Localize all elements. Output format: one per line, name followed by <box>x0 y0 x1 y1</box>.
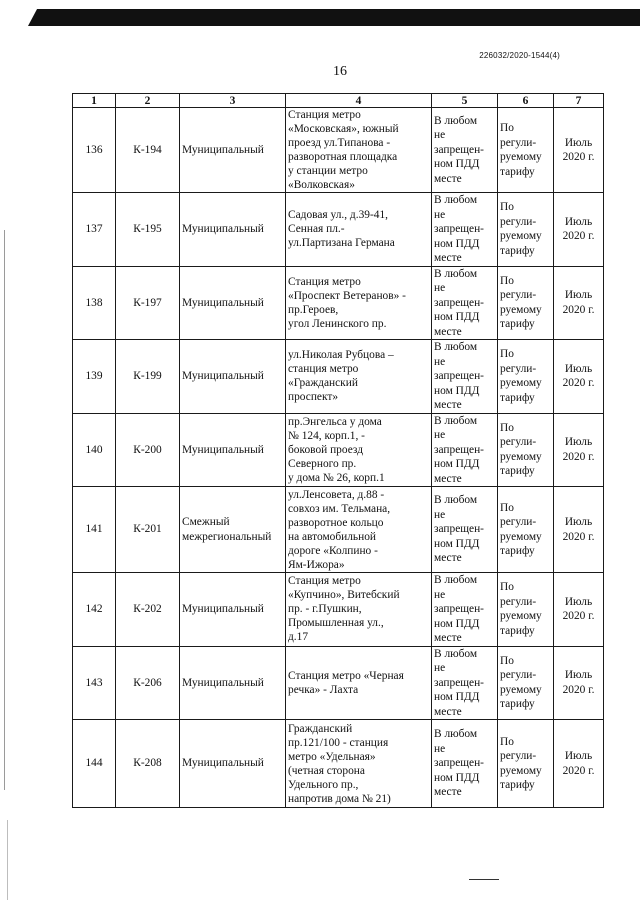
document-id: 226032/2020-1544(4) <box>479 51 560 60</box>
scan-edge-line <box>7 820 8 900</box>
stop-rule-text: В любом не запрещен- ном ПДД месте <box>434 574 484 644</box>
start-date-text: Июль 2020 г. <box>562 362 595 390</box>
row-number: 144 <box>73 720 116 808</box>
start-date <box>554 108 604 193</box>
column-header: 4 <box>286 94 432 108</box>
route-type-text: Муниципальный <box>182 223 264 235</box>
column-header: 5 <box>432 94 498 108</box>
start-date-text: Июль 2020 г. <box>562 136 595 163</box>
stop-rule <box>432 413 498 487</box>
route-path-text: Станция метро «Проспект Ветеранов» - пр.Героев, угол Ленинского пр. <box>288 275 406 330</box>
stop-rule <box>432 720 498 808</box>
route-type <box>180 266 286 340</box>
stop-rule-text: В любом не запрещен- ном ПДД месте <box>434 494 484 565</box>
start-date <box>554 487 604 573</box>
table-row <box>73 720 604 808</box>
row-number: 140 <box>73 413 116 487</box>
route-number: К-194 <box>116 108 180 193</box>
route-type <box>180 108 286 193</box>
stop-rule <box>432 487 498 573</box>
route-path <box>286 646 432 720</box>
route-path-text: Гражданский пр.121/100 - станция метро «Удельная» (четная сторона Удельного пр., напротив дома № 21) <box>288 722 391 805</box>
tariff-type <box>498 646 554 720</box>
route-number: К-200 <box>116 413 180 487</box>
route-path-text: пр.Энгельса у дома № 124, корп.1, - боковой проезд Северного пр. у дома № 26, корп.1 <box>288 415 385 484</box>
table-row <box>73 108 604 193</box>
stop-rule-text: В любом не запрещен- ном ПДД месте <box>434 341 484 411</box>
stop-rule-text: В любом не запрещен- ном ПДД месте <box>434 114 484 185</box>
start-date-text: Июль 2020 г. <box>562 669 595 696</box>
route-type-text: Муниципальный <box>182 296 264 309</box>
start-date <box>554 340 604 414</box>
scan-edge-line <box>4 230 5 790</box>
stop-rule-text: В любом не запрещен- ном ПДД месте <box>434 728 484 799</box>
route-path-text: Станция метро «Черная речка» - Лахта <box>288 669 404 696</box>
start-date-text: Июль 2020 г. <box>562 436 595 463</box>
route-path <box>286 108 432 193</box>
start-date <box>554 573 604 647</box>
stop-rule <box>432 266 498 340</box>
route-path-text: ул.Ленсовета, д.88 - совхоз им. Тельмана, разворотное кольцо на автомобильной дороге «Колпино - Ям-Ижора» <box>288 488 391 571</box>
routes-table <box>72 93 604 808</box>
tariff-type-text: По регули- руемому тарифу <box>500 654 542 711</box>
route-number: К-208 <box>116 720 180 808</box>
route-type-text: Муниципальный <box>182 676 264 689</box>
tariff-type <box>498 266 554 340</box>
column-header: 7 <box>554 94 604 108</box>
route-path <box>286 487 432 573</box>
row-number: 143 <box>73 646 116 720</box>
table-row <box>73 413 604 487</box>
stop-rule <box>432 646 498 720</box>
route-path <box>286 573 432 647</box>
route-path <box>286 720 432 808</box>
table-row <box>73 340 604 414</box>
route-number: К-206 <box>116 646 180 720</box>
route-number: К-195 <box>116 193 180 267</box>
tariff-type-text: По регули- руемому тарифу <box>500 122 542 178</box>
route-type <box>180 720 286 808</box>
route-number: К-201 <box>116 487 180 573</box>
route-type <box>180 413 286 487</box>
route-path <box>286 340 432 414</box>
start-date-text: Июль 2020 г. <box>562 289 595 316</box>
row-number: 141 <box>73 487 116 573</box>
tariff-type <box>498 193 554 267</box>
stop-rule-text: В любом не запрещен- ном ПДД месте <box>434 647 484 718</box>
tariff-type-text: По регули- руемому тарифу <box>500 274 542 331</box>
start-date <box>554 266 604 340</box>
row-number: 137 <box>73 193 116 267</box>
route-type <box>180 646 286 720</box>
stop-rule-text: В любом не запрещен- ном ПДД месте <box>434 267 484 338</box>
tariff-type <box>498 108 554 193</box>
page-number: 16 <box>333 64 347 79</box>
tariff-type-text: По регули- руемому тарифу <box>500 201 542 257</box>
stop-rule-text: В любом не запрещен- ном ПДД месте <box>434 414 484 485</box>
tariff-type-text: По регули- руемому тарифу <box>500 348 542 404</box>
route-number: К-199 <box>116 340 180 414</box>
tariff-type <box>498 413 554 487</box>
route-path <box>286 193 432 267</box>
route-number: К-197 <box>116 266 180 340</box>
row-number: 138 <box>73 266 116 340</box>
route-path-text: Садовая ул., д.39-41, Сенная пл.- ул.Партизана Германа <box>288 209 395 250</box>
start-date-text: Июль 2020 г. <box>562 595 595 623</box>
tariff-type <box>498 573 554 647</box>
tariff-type-text: По регули- руемому тарифу <box>500 581 542 637</box>
route-type-text: Смежный межрегиональный <box>182 516 272 543</box>
stop-rule <box>432 193 498 267</box>
column-header: 6 <box>498 94 554 108</box>
stop-rule <box>432 108 498 193</box>
start-date <box>554 193 604 267</box>
route-path-text: Станция метро «Московская», южный проезд ул.Типанова - разворотная площадка у станции метро «Волковская» <box>288 109 399 191</box>
table-row <box>73 266 604 340</box>
column-header: 1 <box>73 94 116 108</box>
row-number: 136 <box>73 108 116 193</box>
route-type-text: Муниципальный <box>182 603 264 615</box>
start-date-text: Июль 2020 г. <box>562 516 595 543</box>
stop-rule <box>432 573 498 647</box>
start-date <box>554 720 604 808</box>
column-header: 2 <box>116 94 180 108</box>
stop-rule-text: В любом не запрещен- ном ПДД месте <box>434 194 484 264</box>
start-date <box>554 646 604 720</box>
table-row <box>73 193 604 267</box>
route-path-text: Станция метро «Купчино», Витебский пр. - г.Пушкин, Промышленная ул., д.17 <box>288 575 400 644</box>
start-date-text: Июль 2020 г. <box>562 750 595 777</box>
table-row <box>73 573 604 647</box>
tariff-type-text: По регули- руемому тарифу <box>500 735 542 791</box>
column-header: 3 <box>180 94 286 108</box>
tariff-type-text: По регули- руемому тарифу <box>500 501 542 557</box>
route-type-text: Муниципальный <box>182 143 264 156</box>
table-row <box>73 487 604 573</box>
route-type-text: Муниципальный <box>182 443 264 456</box>
tariff-type-text: По регули- руемому тарифу <box>500 421 542 478</box>
route-type <box>180 573 286 647</box>
stop-rule <box>432 340 498 414</box>
route-path-text: ул.Николая Рубцова – станция метро «Гражданский проспект» <box>288 349 394 404</box>
route-type <box>180 487 286 573</box>
route-type <box>180 193 286 267</box>
tariff-type <box>498 720 554 808</box>
table-row <box>73 646 604 720</box>
row-number: 139 <box>73 340 116 414</box>
route-path <box>286 413 432 487</box>
tariff-type <box>498 340 554 414</box>
tariff-type <box>498 487 554 573</box>
route-path <box>286 266 432 340</box>
column-number-row <box>73 94 604 108</box>
start-date <box>554 413 604 487</box>
route-number: К-202 <box>116 573 180 647</box>
route-type-text: Муниципальный <box>182 757 264 770</box>
row-number: 142 <box>73 573 116 647</box>
route-type <box>180 340 286 414</box>
scan-mark <box>469 879 499 880</box>
scan-top-band <box>28 9 640 26</box>
route-type-text: Муниципальный <box>182 370 264 382</box>
start-date-text: Июль 2020 г. <box>562 215 595 243</box>
